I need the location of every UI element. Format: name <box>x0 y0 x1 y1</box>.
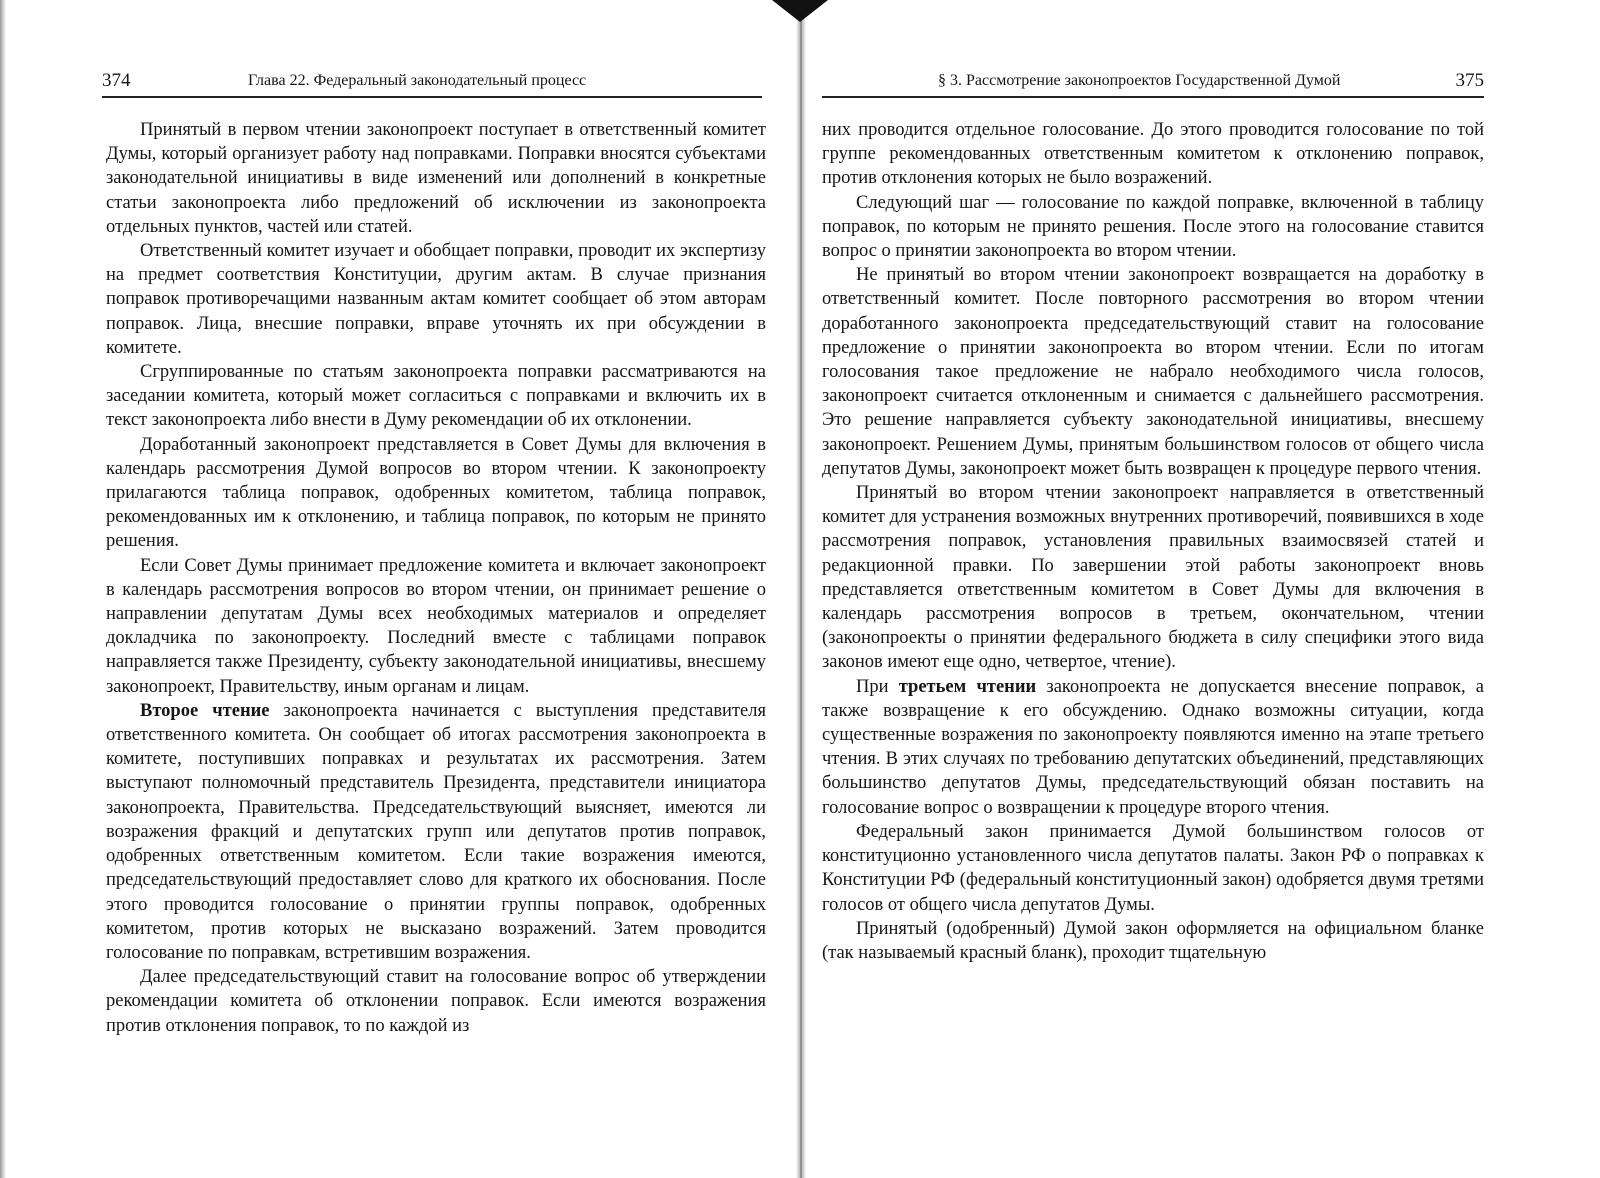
bold-term: Второе чтение <box>140 700 270 721</box>
running-head-title: Глава 22. Федеральный законодательный процесс <box>248 72 587 89</box>
running-head-title: § 3. Рассмотрение законопроектов Государственной Думой <box>938 72 1341 89</box>
running-header <box>822 66 1484 98</box>
body-text <box>106 118 766 1038</box>
paragraph: Ответственный комитет изучает и обобщает поправки, проводит их экспертизу на предмет соответствия Конституции, другим актам. В случае признания поправок противоречащими названным актам комитет сообщает об этом авторам поправок. Лица, внесшие поправки, вправе уточнять их при обсуждении в комитете. <box>106 241 766 358</box>
paragraph-second-reading <box>106 699 766 965</box>
paragraph: Следующий шаг — голосование по каждой поправке, включенной в таблицу поправок, по которым не принято решения. После этого на голосование ставится вопрос о принятии законопроекта во втором чтении. <box>822 192 1484 262</box>
page-number: 375 <box>1455 70 1484 91</box>
paragraph-third-reading <box>822 675 1484 820</box>
bold-term: третьем чтении <box>898 676 1037 697</box>
paragraph: Далее председательствующий ставит на голосование вопрос об утверждении рекомендации комитета об отклонении поправок. Если имеются возражения против отклонения поправок, то по каждой из <box>106 967 766 1036</box>
right-page <box>800 0 1600 1178</box>
paragraph: Доработанный законопроект представляется в Совет Думы для включения в календарь рассмотрения Думой вопросов во втором чтении. К законопроекту прилагаются таблица поправок, одобренных комитетом, таблица поправок, рекомендованных им к отклонению, и таблица поправок, по которым не принято решения. <box>106 434 766 552</box>
body-text <box>822 118 1484 965</box>
paragraph: Не принятый во втором чтении законопроект возвращается на доработку в ответственный комитет. После повторного рассмотрения во втором чтении доработанного законопроекта председательствующий ставит на голосование предложение о принятии законопроекта во втором чтении. Если по итогам голосования такое предложение не набрало необходимого числа голосов, законопроект считается отклоненным и снимается с дальнейшего рассмотрения. Это решение направляется субъекту законодательной инициативы, внесшему законопроект. Решением Думы, принятым большинством голосов от общего числа депутатов Думы, законопроект может быть возвращен к процедуре первого чтения. <box>822 265 1484 479</box>
paragraph-prefix: При <box>856 676 899 697</box>
paragraph-text: законопроекта не допускается внесение поправок, а также возвращение к его обсуждению. Однако возможны ситуации, когда существенные возражения по законопроекту появляются именно на этапе третьего чтения. В этих случаях по требованию депутатских объединений, представляющих большинство депутатов Думы, председательствующий обязан поставить на голосование вопрос о возвращении к процедуре второго чтения. <box>822 676 1485 818</box>
book-gutter <box>796 0 806 1178</box>
paragraph: Федеральный закон принимается Думой большинством голосов от конституционно установленного числа депутатов палаты. Закон РФ о поправках к Конституции РФ (федеральный конституционный закон) одобряется двумя третями голосов от общего числа депутатов Думы. <box>822 821 1484 915</box>
paragraph: Сгруппированные по статьям законопроекта поправки рассматриваются на заседании комитета, который может согласиться с поправками и включить их в текст законопроекта либо внести в Думу рекомендации об их отклонении. <box>106 362 766 431</box>
paragraph: Принятый во втором чтении законопроект направляется в ответственный комитет для устранения возможных внутренних противоречий, появившихся в ходе рассмотрения поправок, установления правильных взаимосвязей статей и редакционной правки. По завершении этой работы законопроект вновь представляется ответственным комитетом в Совет Думы для включения в календарь рассмотрения вопросов в третьем, окончательном, чтении (законопроекты о принятии федерального бюджета в силу специфики этого вида законов имеют еще одно, четвертое, чтение). <box>822 483 1484 673</box>
running-header <box>102 66 762 98</box>
page-number: 374 <box>102 70 131 91</box>
binding-notch <box>772 0 828 22</box>
paragraph: Принятый (одобренный) Думой закон оформляется на официальном бланке (так называемый красный бланк), проходит тщательную <box>822 918 1484 963</box>
paragraph-continuation: них проводится отдельное голосование. До этого проводится голосование по той группе рекомендованных ответственным комитетом к отклонению поправок, против отклонения которых не было возражений. <box>822 120 1484 189</box>
paragraph-text: законопроекта начинается с выступления представителя ответственного комитета. Он сообщает об итогах рассмотрения законопроекта в комитете, поступивших поправках и результатах их рассмотрения. Затем выступают полномочный представитель Президента, представители инициатора законопроекта, Правительства. Председательствующий выясняет, имеются ли возражения фракций и депутатских групп или депутатов против поправок, одобренных ответственным комитетом. Если такие возражения имеются, председательствующий предоставляет слово для краткого их обоснования. После этого проводится голосование о принятии группы поправок, одобренных комитетом, против которых не высказано возражений. Затем проводится голосование по поправкам, встретившим возражения. <box>106 700 766 963</box>
paragraph: Принятый в первом чтении законопроект поступает в ответственный комитет Думы, который организует работу над поправками. Поправки вносятся субъектами законодательной инициативы в виде изменений или дополнений в конкретные статьи законопроекта либо предложений об исключении из законопроекта отдельных пунктов, частей или статей. <box>106 120 766 237</box>
paragraph: Если Совет Думы принимает предложение комитета и включает законопроект в календарь рассмотрения вопросов во втором чтении, он принимает решение о направлении депутатам Думы всех необходимых материалов и определяет докладчика по законопроекту. Последний вместе с таблицами поправок направляется также Президенту, субъекту законодательной инициативы, внесшему законопроект, Правительству, иным органам и лицам. <box>106 555 766 697</box>
